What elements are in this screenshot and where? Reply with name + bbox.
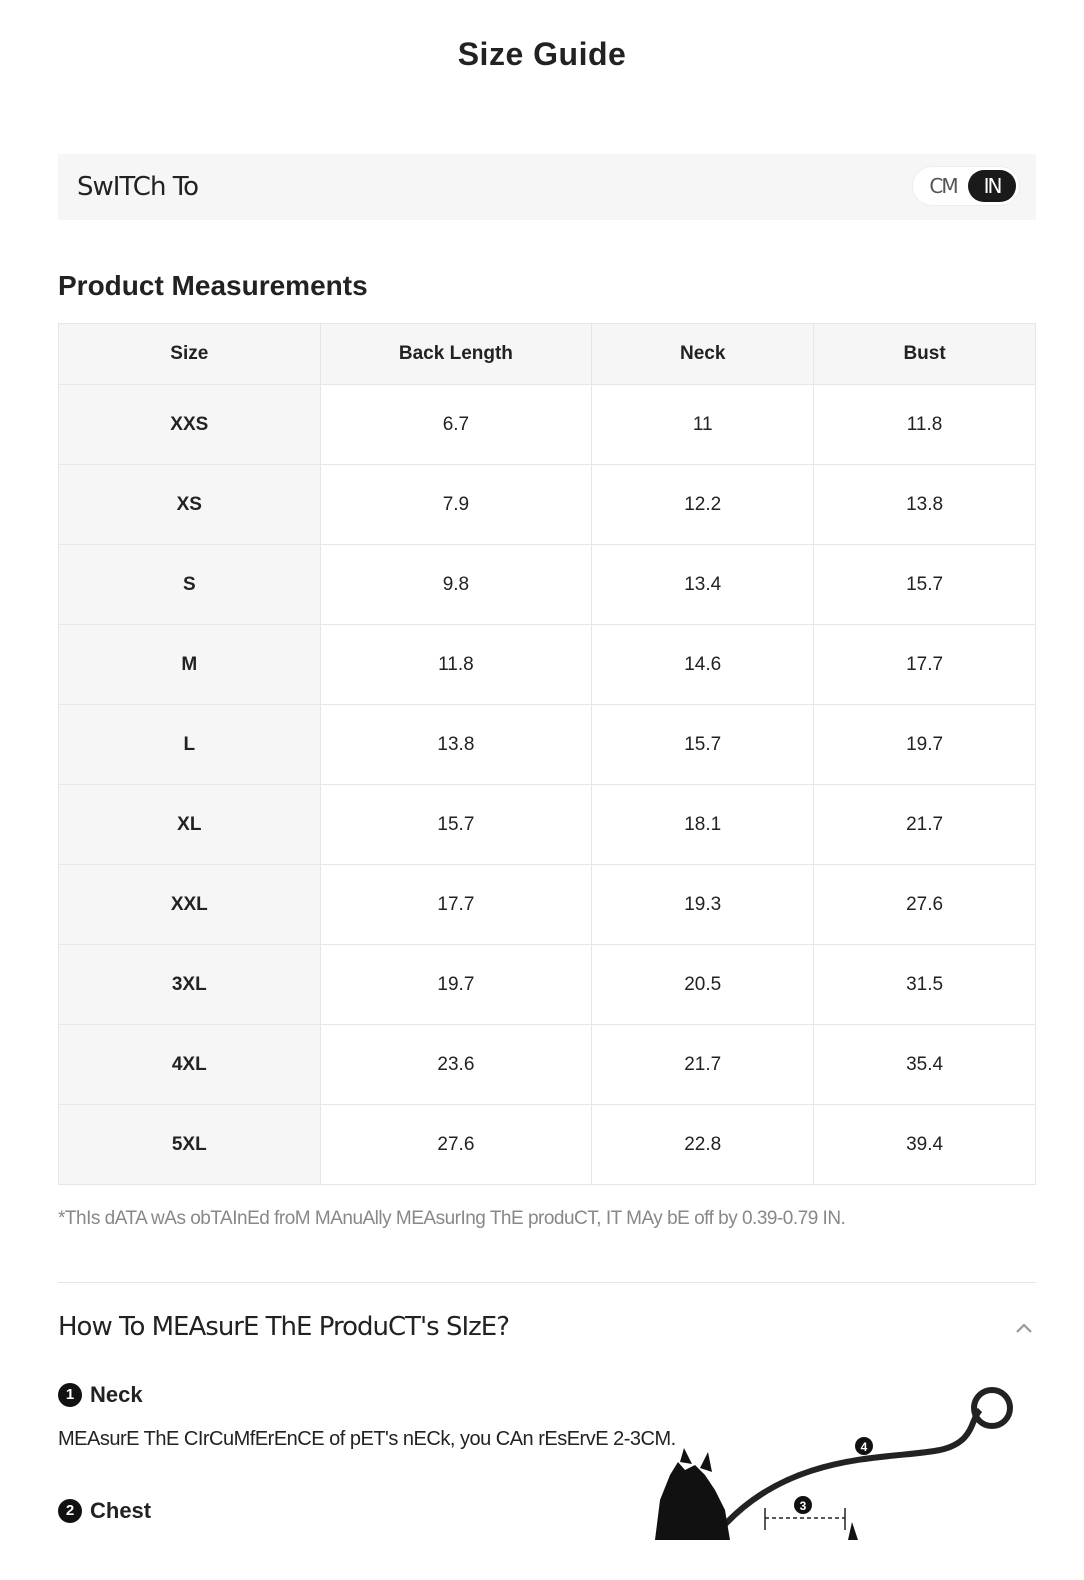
pet-measurement-illustration bbox=[640, 1380, 1040, 1580]
cell-bust: 11.8 bbox=[814, 385, 1036, 465]
marker-4 bbox=[855, 1437, 873, 1455]
cell-neck: 22.8 bbox=[592, 1105, 814, 1185]
cell-size: M bbox=[59, 625, 321, 705]
column-header-back-length: Back Length bbox=[320, 324, 592, 385]
table-row bbox=[59, 1105, 1036, 1185]
cell-back-length: 27.6 bbox=[320, 1105, 592, 1185]
cell-back-length: 7.9 bbox=[320, 465, 592, 545]
table-row bbox=[59, 465, 1036, 545]
cell-bust: 31.5 bbox=[814, 945, 1036, 1025]
cell-back-length: 6.7 bbox=[320, 385, 592, 465]
cell-back-length: 15.7 bbox=[320, 785, 592, 865]
switch-label: SwITCh To bbox=[77, 172, 199, 202]
chevron-up-icon[interactable] bbox=[1012, 1318, 1036, 1338]
cell-neck: 15.7 bbox=[592, 705, 814, 785]
column-header-bust: Bust bbox=[814, 324, 1036, 385]
cell-size: 4XL bbox=[59, 1025, 321, 1105]
cell-back-length: 9.8 bbox=[320, 545, 592, 625]
table-row bbox=[59, 865, 1036, 945]
cell-size: L bbox=[59, 705, 321, 785]
cell-back-length: 11.8 bbox=[320, 625, 592, 705]
step-number-badge: 2 bbox=[58, 1499, 82, 1523]
cell-neck: 13.4 bbox=[592, 545, 814, 625]
cell-neck: 21.7 bbox=[592, 1025, 814, 1105]
cell-neck: 12.2 bbox=[592, 465, 814, 545]
measurement-note: *ThIs dATA wAs obTAInEd froM MAnuAlly MEAsurIng ThE produCT, IT MAy bE off by 0.39-0.79 IN. bbox=[58, 1208, 846, 1229]
step-title: Neck bbox=[90, 1382, 143, 1407]
cell-neck: 11 bbox=[592, 385, 814, 465]
cell-back-length: 17.7 bbox=[320, 865, 592, 945]
step-chest-heading bbox=[58, 1498, 151, 1524]
cell-bust: 13.8 bbox=[814, 465, 1036, 545]
step-neck-description: MEAsurE ThE CIrCuMfErEnCE of pET's nECk, you CAn rEsErvE 2-3CM. bbox=[58, 1428, 676, 1450]
cell-neck: 19.3 bbox=[592, 865, 814, 945]
table-row bbox=[59, 705, 1036, 785]
table-header-row bbox=[59, 324, 1036, 385]
cell-size: XXL bbox=[59, 865, 321, 945]
unit-option-in[interactable]: IN bbox=[968, 170, 1016, 202]
cell-size: XXS bbox=[59, 385, 321, 465]
cell-size: XS bbox=[59, 465, 321, 545]
cell-bust: 21.7 bbox=[814, 785, 1036, 865]
marker-3-label: 3 bbox=[799, 1499, 807, 1513]
product-measurements-title: Product Measurements bbox=[58, 270, 368, 301]
cell-bust: 27.6 bbox=[814, 865, 1036, 945]
table-row bbox=[59, 785, 1036, 865]
section-divider bbox=[58, 1282, 1036, 1283]
column-header-neck: Neck bbox=[592, 324, 814, 385]
howto-title[interactable]: How To MEAsurE ThE ProduCT's SIzE? bbox=[58, 1312, 509, 1342]
table-row bbox=[59, 1025, 1036, 1105]
cell-back-length: 19.7 bbox=[320, 945, 592, 1025]
table-row bbox=[59, 945, 1036, 1025]
marker-3 bbox=[794, 1496, 812, 1514]
unit-toggle[interactable] bbox=[912, 166, 1020, 206]
step-neck-heading bbox=[58, 1382, 143, 1408]
step-title: Chest bbox=[90, 1498, 152, 1523]
page-title: Size Guide bbox=[457, 36, 627, 72]
cell-size: XL bbox=[59, 785, 321, 865]
cell-size: 5XL bbox=[59, 1105, 321, 1185]
table-row bbox=[59, 545, 1036, 625]
column-header-size: Size bbox=[59, 324, 321, 385]
cell-size: 3XL bbox=[59, 945, 321, 1025]
cell-bust: 15.7 bbox=[814, 545, 1036, 625]
cell-size: S bbox=[59, 545, 321, 625]
marker-4-label: 4 bbox=[860, 1440, 868, 1454]
cell-bust: 35.4 bbox=[814, 1025, 1036, 1105]
unit-option-cm[interactable]: CM bbox=[929, 174, 957, 198]
table-row bbox=[59, 385, 1036, 465]
cell-bust: 19.7 bbox=[814, 705, 1036, 785]
cell-back-length: 13.8 bbox=[320, 705, 592, 785]
cell-back-length: 23.6 bbox=[320, 1025, 592, 1105]
table-row bbox=[59, 625, 1036, 705]
cell-bust: 39.4 bbox=[814, 1105, 1036, 1185]
step-number-badge: 1 bbox=[58, 1383, 82, 1407]
cell-neck: 14.6 bbox=[592, 625, 814, 705]
cell-bust: 17.7 bbox=[814, 625, 1036, 705]
cell-neck: 18.1 bbox=[592, 785, 814, 865]
unit-switch-bar bbox=[58, 154, 1036, 220]
cell-neck: 20.5 bbox=[592, 945, 814, 1025]
measurements-table bbox=[58, 323, 1036, 1185]
